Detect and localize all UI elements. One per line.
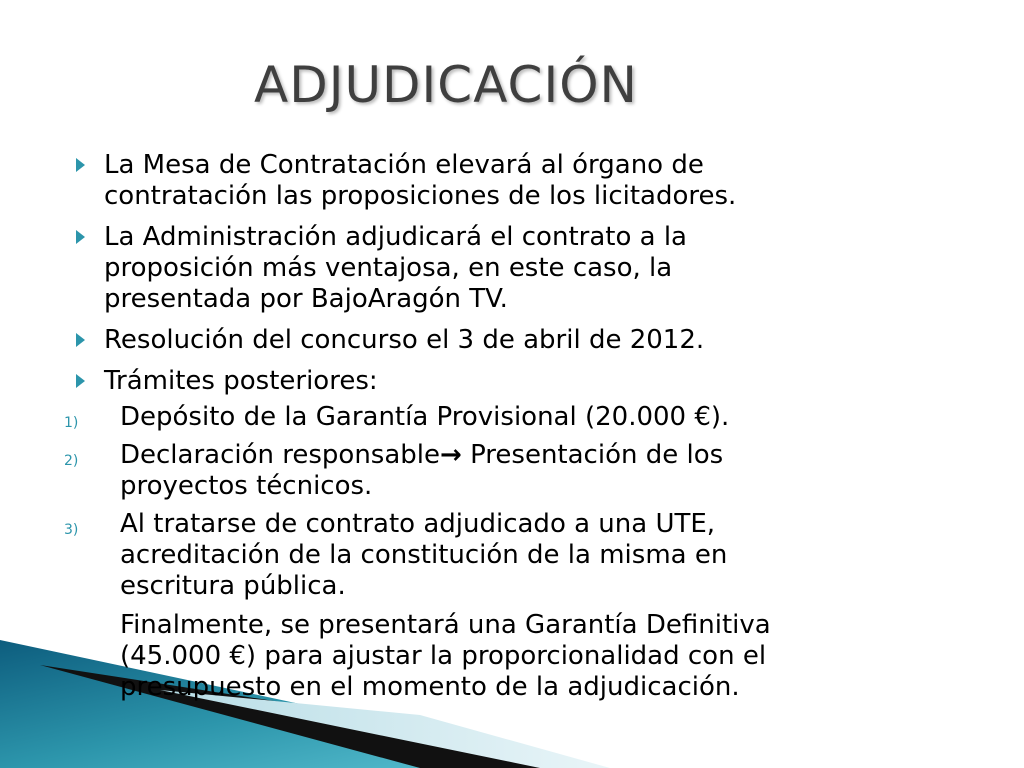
bullet-text-line: presentada por BajoAragón TV. [104,284,508,314]
numbered-text-line: Depósito de la Garantía Provisional (20.000 €). [120,402,730,432]
numbered-item [0,402,1024,433]
triangle-right-icon [76,333,85,347]
bullet-text-line: proposición más ventajosa, en este caso, la [104,253,673,283]
triangle-right-icon [76,374,85,388]
final-paragraph [0,610,1024,703]
slide-title: ADJUDICACIÓN [254,56,638,114]
numbered-text-line: proyectos técnicos. [120,471,373,501]
triangle-right-icon [76,230,85,244]
item-number: 2) [64,453,79,469]
arrow-right-icon: → [440,440,462,470]
bullet-item [0,222,1024,315]
slide-body [0,150,1024,703]
bullet-item [0,325,1024,356]
bullet-text-line: Resolución del concurso el 3 de abril de 2012. [104,325,705,355]
bullet-text-line: La Administración adjudicará el contrato a la [104,222,687,252]
bullet-text-line: Trámites posteriores: [104,366,378,396]
numbered-item [0,440,1024,502]
paragraph-text-line: presupuesto en el momento de la adjudicación. [120,672,740,702]
bullet-item [0,366,1024,397]
numbered-text-segment: Presentación de los [461,440,724,470]
triangle-right-icon [76,158,85,172]
numbered-text-line [120,440,1024,471]
bullet-text-line: La Mesa de Contratación elevará al órgano de [104,150,704,180]
numbered-text-segment: Declaración responsable [120,440,441,470]
numbered-text-line: Al tratarse de contrato adjudicado a una UTE, [120,509,716,539]
bullet-text-line: contratación las proposiciones de los licitadores. [104,181,737,211]
paragraph-text-line: (45.000 €) para ajustar la proporcionalidad con el [120,641,767,671]
item-number: 3) [64,522,79,538]
numbered-text-line: escritura pública. [120,571,346,601]
bullet-item [0,150,1024,212]
item-number: 1) [64,415,79,431]
numbered-text-line: acreditación de la constitución de la misma en [120,540,728,570]
numbered-item [0,509,1024,602]
paragraph-text-line: Finalmente, se presentará una Garantía Definitiva [120,610,771,640]
